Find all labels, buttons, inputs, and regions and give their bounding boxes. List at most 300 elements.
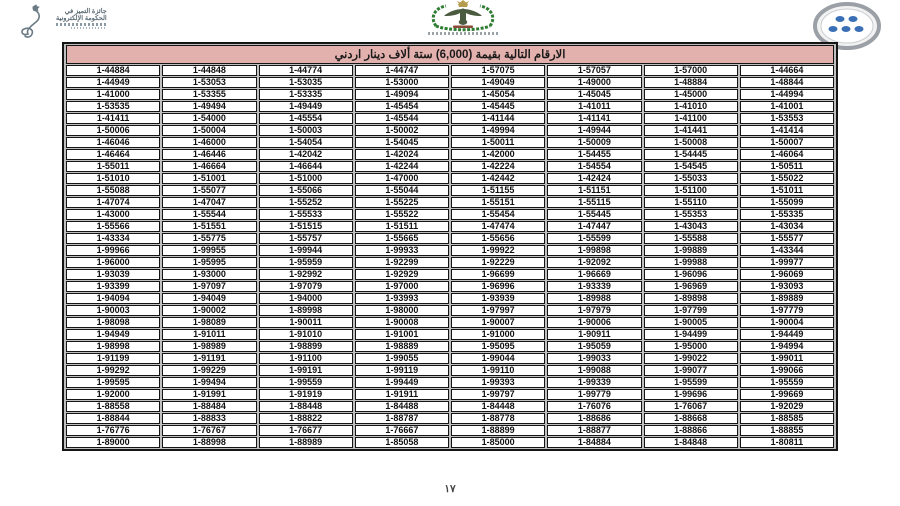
number-cell: 1-51010 [66,173,160,184]
number-cell: 1-45054 [451,89,545,100]
number-cell: 1-50002 [355,125,449,136]
table-row [66,77,834,88]
number-cell: 1-46664 [162,161,256,172]
number-cell: 1-88668 [644,413,738,424]
number-cell: 1-88844 [66,413,160,424]
number-cell: 1-91991 [162,389,256,400]
table-row [66,389,834,400]
number-cell: 1-91100 [259,353,353,364]
table-row [66,401,834,412]
number-cell: 1-88989 [259,437,353,448]
number-cell: 1-43000 [66,209,160,220]
number-cell: 1-93093 [740,281,834,292]
number-cell: 1-55566 [66,221,160,232]
number-cell: 1-99559 [259,377,353,388]
crest-icon [420,0,506,32]
number-cell: 1-42244 [355,161,449,172]
table-row [66,317,834,328]
number-cell: 1-97979 [547,305,641,316]
number-cell: 1-88558 [66,401,160,412]
number-cell: 1-99339 [547,377,641,388]
number-cell: 1-90003 [66,305,160,316]
table-row [66,161,834,172]
number-cell: 1-44664 [740,65,834,76]
number-cell: 1-51100 [644,185,738,196]
number-cell: 1-99955 [162,245,256,256]
number-cell: 1-94094 [66,293,160,304]
number-cell: 1-41100 [644,113,738,124]
number-cell: 1-98899 [259,341,353,352]
number-cell: 1-93339 [547,281,641,292]
number-cell: 1-93993 [355,293,449,304]
number-cell: 1-57075 [451,65,545,76]
number-cell: 1-99077 [644,365,738,376]
table-row [66,293,834,304]
number-cell: 1-41010 [644,101,738,112]
number-cell: 1-90004 [740,317,834,328]
number-cell: 1-51551 [162,221,256,232]
number-cell: 1-47474 [451,221,545,232]
number-cell: 1-46000 [162,137,256,148]
number-cell: 1-41414 [740,125,834,136]
number-cell: 1-53053 [162,77,256,88]
number-cell: 1-90006 [547,317,641,328]
table-row [66,245,834,256]
number-cell: 1-99779 [547,389,641,400]
number-cell: 1-45045 [547,89,641,100]
number-cell: 1-76767 [162,425,256,436]
number-cell: 1-99088 [547,365,641,376]
number-cell: 1-48844 [740,77,834,88]
table-row [66,269,834,280]
number-cell: 1-42442 [451,173,545,184]
table-row [66,233,834,244]
number-cell: 1-95959 [259,257,353,268]
number-cell: 1-93399 [66,281,160,292]
table-row [66,173,834,184]
number-cell: 1-53000 [355,77,449,88]
page-number: ١٧ [444,483,456,495]
number-cell: 1-96069 [740,269,834,280]
number-cell: 1-88686 [547,413,641,424]
crest-caption [428,32,498,35]
number-cell: 1-99797 [451,389,545,400]
award-underline [56,23,107,26]
number-cell: 1-95095 [451,341,545,352]
number-cell: 1-88778 [451,413,545,424]
number-cell: 1-53355 [162,89,256,100]
number-cell: 1-55044 [355,185,449,196]
number-cell: 1-41144 [451,113,545,124]
number-cell: 1-99889 [644,245,738,256]
number-cell: 1-99292 [66,365,160,376]
number-cell: 1-89889 [740,293,834,304]
number-cell: 1-99696 [644,389,738,400]
number-cell: 1-84488 [355,401,449,412]
number-cell: 1-91911 [355,389,449,400]
number-cell: 1-90002 [162,305,256,316]
number-cell: 1-43344 [740,245,834,256]
number-cell: 1-89898 [644,293,738,304]
table-row [66,209,834,220]
number-cell: 1-92000 [66,389,160,400]
number-cell: 1-57000 [644,65,738,76]
number-cell: 1-51011 [740,185,834,196]
number-cell: 1-76667 [355,425,449,436]
number-cell: 1-55088 [66,185,160,196]
number-cell: 1-43034 [740,221,834,232]
number-cell: 1-99055 [355,353,449,364]
number-cell: 1-46064 [740,149,834,160]
number-cell: 1-89000 [66,437,160,448]
number-cell: 1-42424 [547,173,641,184]
number-cell: 1-55656 [451,233,545,244]
number-cell: 1-96096 [644,269,738,280]
number-cell: 1-99449 [355,377,449,388]
number-cell: 1-45554 [259,113,353,124]
number-cell: 1-51000 [259,173,353,184]
number-cell: 1-51511 [355,221,449,232]
number-cell: 1-96669 [547,269,641,280]
number-cell: 1-91919 [259,389,353,400]
number-cell: 1-51151 [547,185,641,196]
number-cell: 1-44994 [740,89,834,100]
number-cell: 1-55011 [66,161,160,172]
table-row [66,437,834,448]
number-cell: 1-54554 [547,161,641,172]
table-row [66,413,834,424]
number-cell: 1-92229 [451,257,545,268]
number-cell: 1-96969 [644,281,738,292]
number-cell: 1-90911 [547,329,641,340]
number-cell: 1-49494 [162,101,256,112]
number-cell: 1-42042 [259,149,353,160]
table-row [66,137,834,148]
number-cell: 1-94000 [259,293,353,304]
number-cell: 1-88877 [547,425,641,436]
table-row [66,353,834,364]
number-cell: 1-94994 [740,341,834,352]
table-row [66,89,834,100]
number-cell: 1-93000 [162,269,256,280]
number-cell: 1-95599 [644,377,738,388]
number-cell: 1-46446 [162,149,256,160]
number-cell: 1-50008 [644,137,738,148]
number-cell: 1-93039 [66,269,160,280]
number-cell: 1-54045 [355,137,449,148]
number-cell: 1-55022 [740,173,834,184]
number-cell: 1-94499 [644,329,738,340]
number-cell: 1-48884 [644,77,738,88]
number-cell: 1-91000 [451,329,545,340]
number-cell: 1-88866 [644,425,738,436]
number-cell: 1-89998 [259,305,353,316]
number-cell: 1-55335 [740,209,834,220]
table-row [66,197,834,208]
number-cell: 1-88833 [162,413,256,424]
number-cell: 1-99044 [451,353,545,364]
number-cell: 1-47447 [547,221,641,232]
number-cell: 1-51515 [259,221,353,232]
banner-row [66,45,834,64]
number-cell: 1-51155 [451,185,545,196]
number-cell: 1-90007 [451,317,545,328]
number-cell: 1-90011 [259,317,353,328]
table-row [66,365,834,376]
number-cell: 1-44747 [355,65,449,76]
number-cell: 1-92299 [355,257,449,268]
number-cell: 1-99011 [740,353,834,364]
number-cell: 1-55115 [547,197,641,208]
number-cell: 1-49094 [355,89,449,100]
number-cell: 1-88585 [740,413,834,424]
number-cell: 1-46644 [259,161,353,172]
number-cell: 1-76776 [66,425,160,436]
number-cell: 1-99191 [259,365,353,376]
number-cell: 1-55077 [162,185,256,196]
number-cell: 1-93939 [451,293,545,304]
table-title-banner: الارقام التالية بقيمة (6,000) ستة ألاف دينار اردني [66,45,834,64]
number-cell: 1-92029 [740,401,834,412]
number-cell: 1-41001 [740,101,834,112]
number-cell: 1-49944 [547,125,641,136]
number-cell: 1-88855 [740,425,834,436]
table-row [66,425,834,436]
number-cell: 1-99966 [66,245,160,256]
number-cell: 1-99977 [740,257,834,268]
number-cell: 1-55110 [644,197,738,208]
number-cell: 1-95559 [740,377,834,388]
number-cell: 1-50007 [740,137,834,148]
number-cell: 1-43043 [644,221,738,232]
table-row [66,281,834,292]
number-cell: 1-42000 [451,149,545,160]
number-cell: 1-54000 [162,113,256,124]
number-cell: 1-88484 [162,401,256,412]
number-cell: 1-50004 [162,125,256,136]
number-cell: 1-55522 [355,209,449,220]
number-cell: 1-76076 [547,401,641,412]
numbers-table-body [66,65,834,448]
table-row [66,305,834,316]
number-cell: 1-97779 [740,305,834,316]
number-cell: 1-98989 [162,341,256,352]
number-cell: 1-55599 [547,233,641,244]
number-cell: 1-98889 [355,341,449,352]
number-cell: 1-50006 [66,125,160,136]
number-cell: 1-76677 [259,425,353,436]
number-cell: 1-55544 [162,209,256,220]
number-cell: 1-47074 [66,197,160,208]
number-cell: 1-84448 [451,401,545,412]
number-cell: 1-97097 [162,281,256,292]
number-cell: 1-84884 [547,437,641,448]
number-cell: 1-99393 [451,377,545,388]
number-cell: 1-43334 [66,233,160,244]
number-cell: 1-44848 [162,65,256,76]
number-cell: 1-50009 [547,137,641,148]
award-line-2: الحكومة الإلكترونية [56,15,107,22]
number-cell: 1-50011 [451,137,545,148]
number-cell: 1-96699 [451,269,545,280]
number-cell: 1-98089 [162,317,256,328]
number-cell: 1-91199 [66,353,160,364]
table-row [66,101,834,112]
table-row [66,125,834,136]
number-cell: 1-95000 [644,341,738,352]
number-cell: 1-44774 [259,65,353,76]
number-cell: 1-98098 [66,317,160,328]
number-cell: 1-97997 [451,305,545,316]
number-cell: 1-53035 [259,77,353,88]
number-cell: 1-46464 [66,149,160,160]
number-cell: 1-97799 [644,305,738,316]
number-cell: 1-49000 [547,77,641,88]
number-cell: 1-41011 [547,101,641,112]
number-cell: 1-55533 [259,209,353,220]
number-cell: 1-99988 [644,257,738,268]
number-cell: 1-85058 [355,437,449,448]
number-cell: 1-80811 [740,437,834,448]
number-cell: 1-99944 [259,245,353,256]
award-line-1: جائزة التميز في [64,8,107,15]
number-cell: 1-54455 [547,149,641,160]
number-cell: 1-42024 [355,149,449,160]
number-cell: 1-57057 [547,65,641,76]
number-cell: 1-90005 [644,317,738,328]
number-cell: 1-92929 [355,269,449,280]
number-cell: 1-76067 [644,401,738,412]
number-cell: 1-50511 [740,161,834,172]
number-cell: 1-99933 [355,245,449,256]
number-cell: 1-99066 [740,365,834,376]
egov-excellence-award-logo [14,2,134,44]
number-cell: 1-96996 [451,281,545,292]
number-cell: 1-99595 [66,377,160,388]
number-cell: 1-99669 [740,389,834,400]
number-cell: 1-55665 [355,233,449,244]
number-cell: 1-55252 [259,197,353,208]
swan-icon [14,2,54,42]
number-cell: 1-47000 [355,173,449,184]
number-cell: 1-55225 [355,197,449,208]
number-cell: 1-92092 [547,257,641,268]
number-cell: 1-55151 [451,197,545,208]
number-cell: 1-99022 [644,353,738,364]
table-row [66,185,834,196]
number-cell: 1-92992 [259,269,353,280]
number-cell: 1-91001 [355,329,449,340]
number-cell: 1-94949 [66,329,160,340]
numbers-table [62,42,838,451]
number-cell: 1-41441 [644,125,738,136]
table-row [66,341,834,352]
award-smallprint [71,27,107,29]
number-cell: 1-99229 [162,365,256,376]
number-cell: 1-55577 [740,233,834,244]
table-row [66,113,834,124]
number-cell: 1-55099 [740,197,834,208]
number-cell: 1-98000 [355,305,449,316]
number-cell: 1-55033 [644,173,738,184]
number-cell: 1-90008 [355,317,449,328]
number-cell: 1-49994 [451,125,545,136]
number-cell: 1-91191 [162,353,256,364]
number-cell: 1-46046 [66,137,160,148]
number-cell: 1-96000 [66,257,160,268]
table-row [66,377,834,388]
number-cell: 1-84848 [644,437,738,448]
number-cell: 1-41000 [66,89,160,100]
number-cell: 1-99119 [355,365,449,376]
number-cell: 1-88899 [451,425,545,436]
number-cell: 1-99922 [451,245,545,256]
number-cell: 1-95059 [547,341,641,352]
number-cell: 1-50003 [259,125,353,136]
number-cell: 1-98998 [66,341,160,352]
number-cell: 1-54054 [259,137,353,148]
number-cell: 1-55775 [162,233,256,244]
number-cell: 1-89988 [547,293,641,304]
number-cell: 1-55353 [644,209,738,220]
number-cell: 1-55757 [259,233,353,244]
number-cell: 1-55066 [259,185,353,196]
number-cell: 1-99033 [547,353,641,364]
number-cell: 1-91010 [259,329,353,340]
number-cell: 1-42224 [451,161,545,172]
armed-forces-crest-logo [415,0,510,40]
award-text [56,8,107,29]
number-cell: 1-99494 [162,377,256,388]
number-cell: 1-54545 [644,161,738,172]
number-cell: 1-49449 [259,101,353,112]
number-cell: 1-45445 [451,101,545,112]
number-cell: 1-41411 [66,113,160,124]
number-cell: 1-45544 [355,113,449,124]
number-cell: 1-88448 [259,401,353,412]
number-cell: 1-45454 [355,101,449,112]
number-cell: 1-99898 [547,245,641,256]
number-cell: 1-54445 [644,149,738,160]
table-row [66,257,834,268]
number-cell: 1-49049 [451,77,545,88]
number-cell: 1-53335 [259,89,353,100]
number-cell: 1-94449 [740,329,834,340]
number-cell: 1-88998 [162,437,256,448]
number-cell: 1-91011 [162,329,256,340]
table-row [66,329,834,340]
number-cell: 1-51001 [162,173,256,184]
number-cell: 1-55445 [547,209,641,220]
number-cell: 1-99110 [451,365,545,376]
number-cell: 1-88822 [259,413,353,424]
table-row [66,65,834,76]
number-cell: 1-44949 [66,77,160,88]
number-cell: 1-44884 [66,65,160,76]
table-row [66,221,834,232]
table-row [66,149,834,160]
number-cell: 1-45000 [644,89,738,100]
number-cell: 1-97000 [355,281,449,292]
number-cell: 1-53553 [740,113,834,124]
number-cell: 1-55454 [451,209,545,220]
number-cell: 1-55588 [644,233,738,244]
number-cell: 1-85000 [451,437,545,448]
number-cell: 1-47047 [162,197,256,208]
number-cell: 1-95995 [162,257,256,268]
number-cell: 1-94049 [162,293,256,304]
number-cell: 1-97079 [259,281,353,292]
